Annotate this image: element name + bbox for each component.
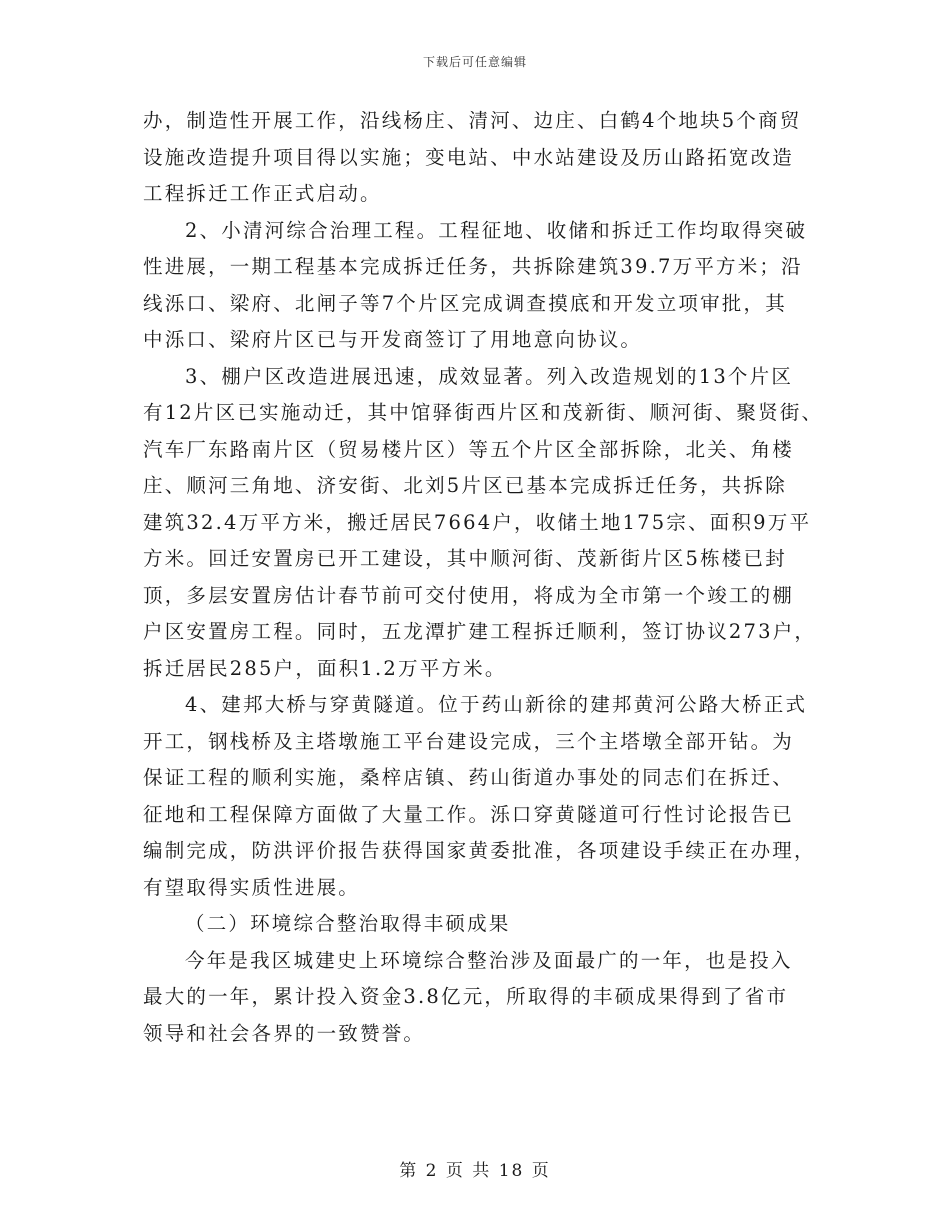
text-line: 建筑32.4万平方米，搬迁居民7664户，收储土地175宗、面积9万平 xyxy=(143,510,812,534)
page-number-footer: 第 2 页 共 18 页 xyxy=(399,1161,551,1181)
text-line: 最大的一年，累计投入资金3.8亿元，所取得的丰硕成果得到了省市 xyxy=(143,985,789,1008)
header-note: 下载后可任意编辑 xyxy=(422,55,527,69)
text-line: 线泺口、梁府、北闸子等7个片区完成调查摸底和开发立项审批，其 xyxy=(143,291,787,315)
text-line: 办，制造性开展工作，沿线杨庄、清河、边庄、白鹤4个地块5个商贸 xyxy=(143,109,802,132)
text-line: 工程拆迁工作正式启动。 xyxy=(143,182,382,205)
text-line: 2、小清河综合治理工程。工程征地、收储和拆迁工作均取得突破 xyxy=(185,218,808,242)
text-line: 保证工程的顺利实施，桑梓店镇、药山街道办事处的同志们在拆迁、 xyxy=(143,766,795,789)
text-line: 编制完成，防洪评价报告获得国家黄委批准，各项建设手续正在办理， xyxy=(143,839,816,862)
text-line: 中泺口、梁府片区已与开发商签订了用地意向协议。 xyxy=(143,328,643,351)
text-line: 有望取得实质性进展。 xyxy=(143,875,361,899)
text-line: 设施改造提升项目得以实施；变电站、中水站建设及历山路拓宽改造 xyxy=(143,145,795,169)
text-line: 庄、顺河三角地、济安街、北刘5片区已基本完成拆迁任务，共拆除 xyxy=(143,474,787,497)
text-line: 有12片区已实施动迁，其中馆驿街西片区和茂新街、顺河街、聚贤街、 xyxy=(143,401,824,424)
text-line: 开工，钢栈桥及主塔墩施工平台建设完成，三个主塔墩全部开钻。为 xyxy=(143,729,795,753)
text-line: 4、建邦大桥与穿黄隧道。位于药山新徐的建邦黄河公路大桥正式 xyxy=(185,693,808,716)
text-line: 领导和社会各界的一致赞誉。 xyxy=(143,1021,426,1045)
text-line: （二）环境综合整治取得丰硕成果 xyxy=(185,912,511,935)
text-line: 征地和工程保障方面做了大量工作。泺口穿黄隧道可行性讨论报告已 xyxy=(143,802,795,826)
text-line: 今年是我区城建史上环境综合整治涉及面最广的一年，也是投入 xyxy=(185,948,793,972)
text-line: 汽车厂东路南片区（贸易楼片区）等五个片区全部拆除，北关、角楼 xyxy=(143,437,795,461)
text-line: 拆迁居民285户，面积1.2万平方米。 xyxy=(143,656,507,680)
text-line: 性进展，一期工程基本完成拆迁任务，共拆除建筑39.7万平方米；沿 xyxy=(143,255,803,278)
text-line: 3、棚户区改造进展迅速，成效显著。列入改造规划的13个片区 xyxy=(185,364,794,388)
text-line: 方米。回迁安置房已开工建设，其中顺河街、茂新街片区5栋楼已封 xyxy=(143,547,787,570)
text-line: 户区安置房工程。同时，五龙潭扩建工程拆迁顺利，签订协议273户， xyxy=(143,620,817,643)
text-line: 顶，多层安置房估计春节前可交付使用，将成为全市第一个竣工的棚 xyxy=(143,583,795,607)
document-body xyxy=(143,103,823,1052)
